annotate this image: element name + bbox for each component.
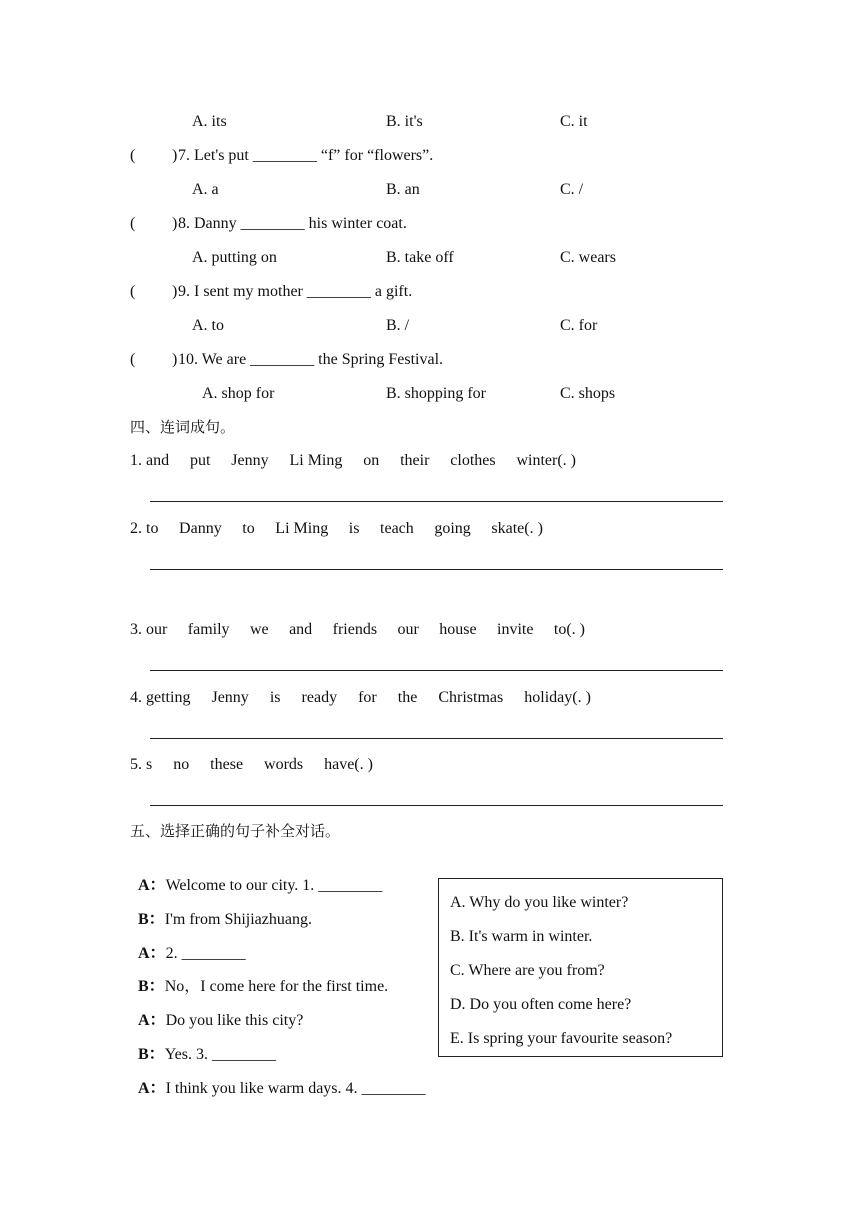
answer-paren-close: )	[172, 351, 178, 368]
word: Danny	[179, 520, 222, 537]
item-number: 5. s	[130, 756, 153, 773]
dialogue-text: 2. ________	[165, 945, 246, 962]
answer-paren-close: )	[172, 215, 178, 232]
q7-option-a: A. a	[192, 181, 219, 198]
word: Jenny	[231, 452, 269, 469]
speaker-label: A：	[138, 1080, 166, 1097]
q8-option-c: C. wears	[560, 249, 616, 266]
dialogue-text: Yes. 3. ________	[164, 1046, 276, 1063]
choice-c: C. Where are you from?	[450, 962, 605, 979]
speaker-label: B：	[138, 1046, 165, 1063]
q6-option-c: C. it	[560, 113, 588, 130]
q6-option-b: B. it's	[386, 113, 423, 130]
word: is	[348, 520, 360, 537]
dialogue-line-7	[130, 1059, 426, 1099]
q10-option-a: A. shop for	[202, 385, 275, 402]
speaker-label: A：	[138, 1012, 166, 1029]
word: the	[397, 689, 418, 706]
section-4-heading: 四、连词成句。	[130, 418, 236, 436]
item-number: 3. our	[130, 621, 168, 638]
word: going	[434, 520, 471, 537]
q9-option-a: A. to	[192, 317, 224, 334]
answer-line[interactable]	[150, 805, 723, 806]
item-number: 1. and	[130, 452, 170, 469]
speaker-label: A：	[138, 945, 166, 962]
scramble-item-5	[130, 755, 373, 775]
word: for	[358, 689, 377, 706]
answer-paren-close: )	[172, 147, 178, 164]
answer-paren-open: (	[130, 283, 136, 300]
word: to	[242, 520, 255, 537]
word: Li Ming	[289, 452, 343, 469]
word: teach	[380, 520, 414, 537]
choice-e: E. Is spring your favourite season?	[450, 1030, 673, 1047]
word: Christmas	[438, 689, 504, 706]
scramble-item-1	[130, 451, 576, 471]
question-10: 10. We are ________ the Spring Festival.	[178, 351, 444, 368]
word: on	[363, 452, 380, 469]
answer-line[interactable]	[150, 738, 723, 739]
word: friends	[332, 621, 378, 638]
word: put	[189, 452, 211, 469]
word: holiday(. )	[524, 689, 591, 706]
q6-option-a: A. its	[192, 113, 227, 130]
dialogue-text: I think you like warm days. 4. ________	[165, 1080, 426, 1097]
word: house	[439, 621, 477, 638]
word: is	[269, 689, 281, 706]
choice-a: A. Why do you like winter?	[450, 894, 629, 911]
answer-paren-open: (	[130, 351, 136, 368]
word: skate(. )	[491, 520, 543, 537]
word: Jenny	[211, 689, 249, 706]
q8-option-a: A. putting on	[192, 249, 277, 266]
word: and	[289, 621, 313, 638]
word: winter(. )	[516, 452, 576, 469]
q10-option-b: B. shopping for	[386, 385, 486, 402]
section-5-heading: 五、选择正确的句子补全对话。	[130, 822, 341, 840]
word: ready	[301, 689, 338, 706]
q7-option-b: B. an	[386, 181, 420, 198]
answer-line[interactable]	[150, 501, 723, 502]
q9-option-b: B. /	[386, 317, 410, 334]
dialogue-text: I'm from Shijiazhuang.	[164, 911, 312, 928]
question-8: 8. Danny ________ his winter coat.	[178, 215, 407, 232]
answer-choices-box	[438, 878, 723, 1057]
dialogue-text: Welcome to our city. 1. ________	[165, 877, 383, 894]
word: to(. )	[553, 621, 585, 638]
item-number: 4. getting	[130, 689, 191, 706]
speaker-label: B：	[138, 978, 165, 995]
word: family	[187, 621, 230, 638]
answer-paren-open: (	[130, 215, 136, 232]
choice-b: B. It's warm in winter.	[450, 928, 593, 945]
word: words	[264, 756, 304, 773]
word: these	[210, 756, 244, 773]
q7-option-c: C. /	[560, 181, 584, 198]
item-number: 2. to	[130, 520, 159, 537]
word: clothes	[450, 452, 496, 469]
choice-d: D. Do you often come here?	[450, 996, 632, 1013]
scramble-item-4	[130, 688, 591, 708]
q10-option-c: C. shops	[560, 385, 616, 402]
word: have(. )	[324, 756, 373, 773]
word: we	[249, 621, 269, 638]
word: their	[400, 452, 430, 469]
answer-line[interactable]	[150, 569, 723, 570]
answer-paren-open: (	[130, 147, 136, 164]
speaker-label: B：	[138, 911, 165, 928]
word: Li Ming	[275, 520, 329, 537]
dialogue-text: Do you like this city?	[165, 1012, 304, 1029]
q8-option-b: B. take off	[386, 249, 454, 266]
scramble-item-2	[130, 519, 543, 539]
question-7: 7. Let's put ________ “f” for “flowers”.	[178, 147, 434, 164]
answer-line[interactable]	[150, 670, 723, 671]
question-9: 9. I sent my mother ________ a gift.	[178, 283, 413, 300]
dialogue-text: No，I come here for the first time.	[164, 978, 389, 995]
scramble-item-3	[130, 620, 585, 640]
q9-option-c: C. for	[560, 317, 598, 334]
word: invite	[497, 621, 534, 638]
word: our	[397, 621, 419, 638]
answer-paren-close: )	[172, 283, 178, 300]
speaker-label: A：	[138, 877, 166, 894]
word: no	[173, 756, 190, 773]
